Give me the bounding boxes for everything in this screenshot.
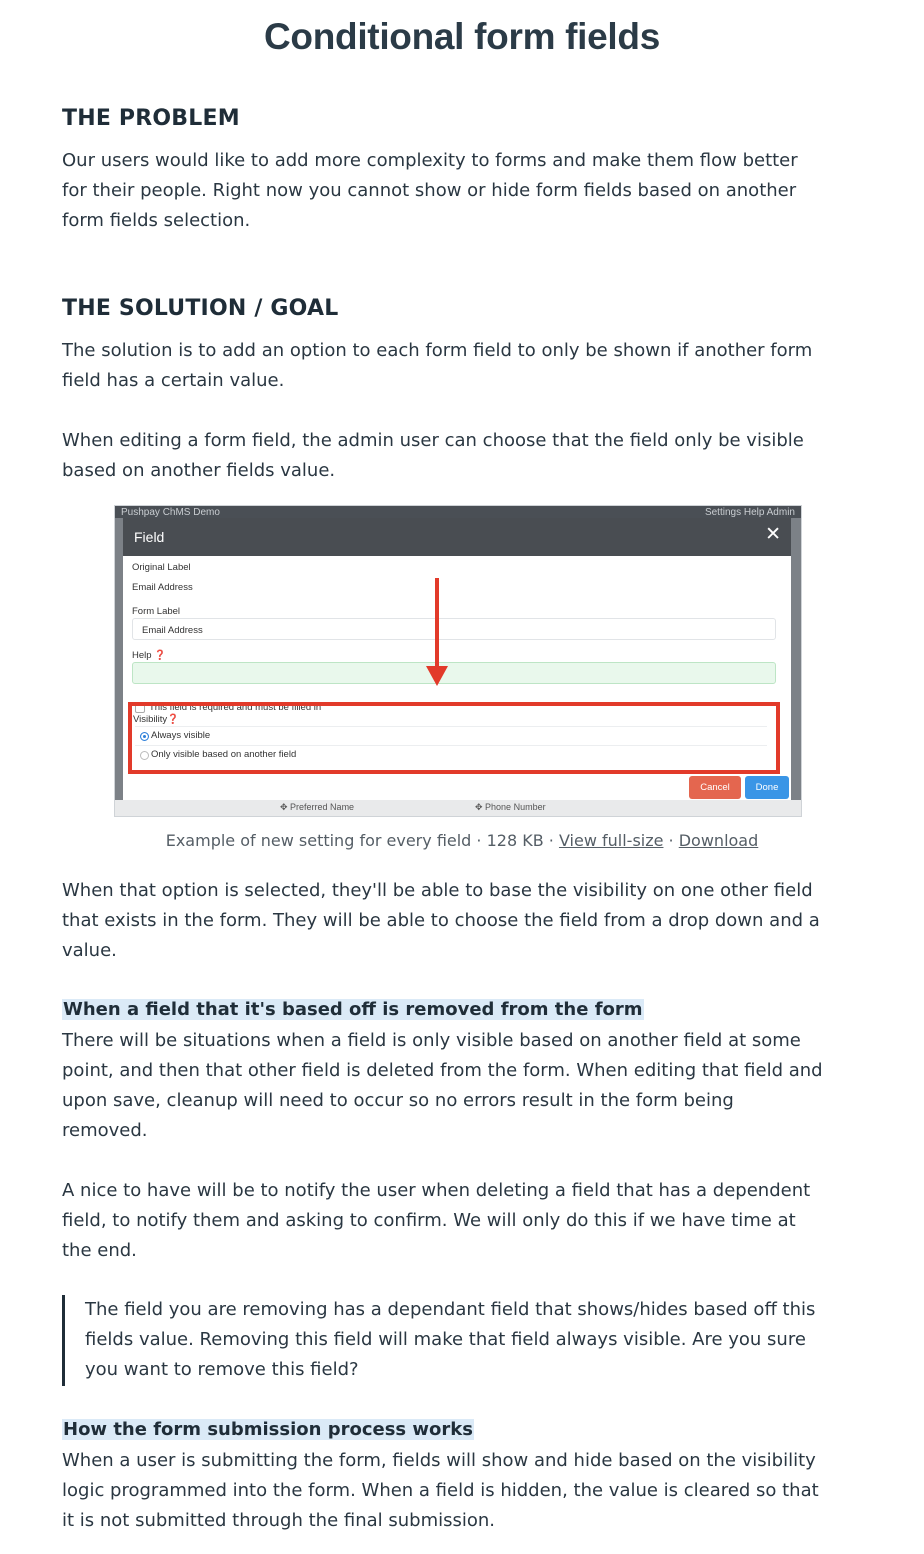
close-icon[interactable]: ✕: [765, 524, 781, 545]
submission-heading: [62, 1417, 474, 1443]
text-line: Our users would like to add more complexity to forms and make them flow better: [62, 150, 798, 171]
text-line: upon save, cleanup will need to occur so no errors result in the form being: [62, 1090, 734, 1111]
radio-label: Always visible: [151, 730, 211, 741]
text-line: that exists in the form. They will be able to choose the field from a drop down and a: [62, 910, 820, 931]
text-line: When editing a form field, the admin user can choose that the field only be visible: [62, 430, 804, 451]
figure-caption: [0, 831, 924, 850]
text-line: field, to notify them and asking to confirm. We will only do this if we have time at: [62, 1210, 796, 1231]
done-button[interactable]: Done: [745, 776, 789, 799]
after-figure-paragraph: [62, 876, 862, 966]
removed-paragraph-1: [62, 1026, 862, 1146]
help-label: Help ❓: [132, 650, 167, 661]
caption-text: Example of new setting for every field · 128 KB ·: [165, 831, 559, 850]
page-title: Conditional form fields: [264, 16, 660, 57]
app-nav: Settings Help Admin: [704, 507, 795, 518]
text-line: value.: [62, 940, 117, 961]
text-line: When that option is selected, they'll be able to base the visibility on one other field: [62, 880, 813, 901]
problem-heading: THE PROBLEM: [62, 106, 240, 131]
text-line: point, and then that other field is deleted from the form. When editing that field and: [62, 1060, 823, 1081]
modal-header: [123, 518, 791, 556]
problem-paragraph: [62, 146, 862, 236]
text-line: field has a certain value.: [62, 370, 285, 391]
solution-heading: THE SOLUTION / GOAL: [62, 296, 339, 321]
text-line: fields value. Removing this field will make that field always visible. Are you sure: [85, 1329, 806, 1350]
solution-paragraph-2: [62, 426, 862, 486]
arrow-down-icon: [426, 666, 448, 686]
app-brand: Pushpay ChMS Demo: [121, 507, 220, 518]
required-label: This field is required and must be filled in: [149, 702, 322, 713]
form-label-input[interactable]: Email Address: [132, 618, 776, 640]
download-link[interactable]: Download: [678, 831, 759, 850]
blockquote: [62, 1295, 855, 1386]
background-field-item: ✥ Phone Number: [475, 802, 546, 812]
visibility-label: Visibility❓: [133, 714, 179, 725]
field-modal: [123, 518, 791, 808]
arrow-line: [435, 578, 439, 670]
text-line: logic programmed into the form. When a field is hidden, the value is cleared so that: [62, 1480, 819, 1501]
help-input[interactable]: [132, 662, 776, 684]
highlighted-heading-text: How the form submission process works: [63, 1419, 473, 1440]
text-line: A nice to have will be to notify the user when deleting a field that has a dependent: [62, 1180, 811, 1201]
submission-paragraph: [62, 1446, 862, 1536]
highlighted-heading-text: When a field that it's based off is removed from the form: [63, 999, 643, 1020]
original-label-value: Email Address: [132, 582, 193, 593]
original-label-caption: Original Label: [132, 562, 191, 573]
background-field-list: [115, 800, 801, 817]
cancel-button[interactable]: Cancel: [689, 776, 741, 799]
removed-heading: [62, 997, 644, 1023]
modal-title: Field: [134, 529, 165, 545]
text-line: The field you are removing has a dependant field that shows/hides based off this: [85, 1299, 816, 1320]
text-line: the end.: [62, 1240, 137, 1261]
text-line: based on another fields value.: [62, 460, 336, 481]
example-screenshot[interactable]: [114, 505, 802, 817]
backdrop-left: [115, 518, 123, 817]
radio-label: Only visible based on another field: [151, 749, 297, 760]
text-line: form fields selection.: [62, 210, 251, 231]
text-line: it is not submitted through the final submission.: [62, 1510, 496, 1531]
app-topbar: [115, 506, 801, 518]
blockquote-text: [85, 1295, 865, 1385]
view-full-size-link[interactable]: View full-size: [558, 831, 664, 850]
text-line: for their people. Right now you cannot show or hide form fields based on another: [62, 180, 797, 201]
text-line: When a user is submitting the form, fields will show and hide based on the visibility: [62, 1450, 816, 1471]
form-label-caption: Form Label: [132, 606, 181, 617]
text-line: removed.: [62, 1120, 148, 1141]
text-line: The solution is to add an option to each form field to only be shown if another form: [62, 340, 813, 361]
caption-separator: ·: [663, 831, 679, 850]
background-field-item: ✥ Preferred Name: [280, 802, 355, 812]
text-line: There will be situations when a field is only visible based on another field at some: [62, 1030, 801, 1051]
text-line: you want to remove this field?: [85, 1359, 359, 1380]
solution-paragraph-1: [62, 336, 862, 396]
removed-paragraph-2: [62, 1176, 862, 1266]
highlight-box: [128, 702, 780, 774]
